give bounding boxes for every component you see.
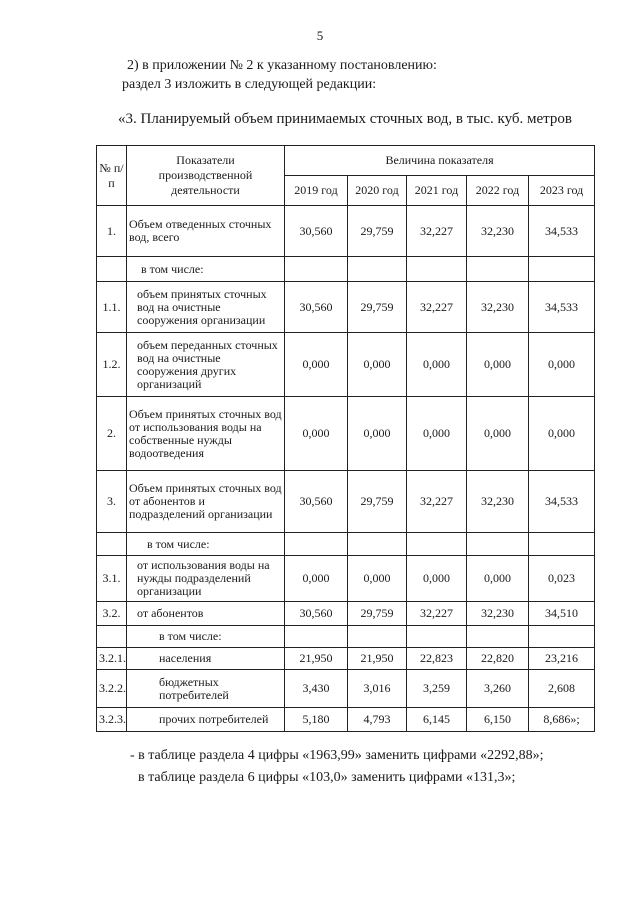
row-value: 30,560 <box>285 206 348 257</box>
row-value: 0,000 <box>467 333 529 397</box>
row-number: 3.1. <box>97 556 127 602</box>
row-value: 30,560 <box>285 471 348 533</box>
row-indicator: в том числе: <box>127 533 285 556</box>
row-number: 3.2.2. <box>97 670 127 708</box>
row-value: 34,510 <box>529 602 595 626</box>
row-value <box>467 533 529 556</box>
row-indicator: в том числе: <box>127 257 285 282</box>
row-value: 32,230 <box>467 206 529 257</box>
row-value: 0,000 <box>529 333 595 397</box>
row-value: 32,230 <box>467 471 529 533</box>
row-value: 0,023 <box>529 556 595 602</box>
row-number: 1. <box>97 206 127 257</box>
row-value <box>529 626 595 648</box>
row-indicator: от использования воды на нужды подразделений организации <box>127 556 285 602</box>
row-value: 32,227 <box>407 206 467 257</box>
table-row <box>97 397 595 471</box>
row-value: 5,180 <box>285 708 348 732</box>
row-value: 0,000 <box>529 397 595 471</box>
row-number: 2. <box>97 397 127 471</box>
row-indicator: Объем отведенных сточных вод, всего <box>127 206 285 257</box>
row-value: 3,016 <box>348 670 407 708</box>
row-value: 29,759 <box>348 471 407 533</box>
row-value: 0,000 <box>348 397 407 471</box>
row-number: 1.1. <box>97 282 127 333</box>
row-indicator: прочих потребителей <box>127 708 285 732</box>
row-value <box>348 626 407 648</box>
row-value <box>348 533 407 556</box>
table-row <box>97 333 595 397</box>
row-value: 4,793 <box>348 708 407 732</box>
row-value: 30,560 <box>285 602 348 626</box>
row-value: 21,950 <box>348 648 407 670</box>
row-number <box>97 257 127 282</box>
row-indicator: Объем принятых сточных вод от абонентов и подразделений организации <box>127 471 285 533</box>
footer-line-2: в таблице раздела 6 цифры «103,0» заменить цифрами «131,3»; <box>138 770 516 785</box>
row-value: 8,686»; <box>529 708 595 732</box>
table-row <box>97 471 595 533</box>
row-value: 34,533 <box>529 206 595 257</box>
row-value: 0,000 <box>285 333 348 397</box>
row-value: 3,430 <box>285 670 348 708</box>
row-number <box>97 533 127 556</box>
row-value: 34,533 <box>529 282 595 333</box>
row-number: 3.2.1. <box>97 648 127 670</box>
row-indicator: в том числе: <box>127 626 285 648</box>
row-value: 32,227 <box>407 471 467 533</box>
row-value: 23,216 <box>529 648 595 670</box>
header-year: 2019 год <box>285 176 348 206</box>
header-num: № п/п <box>97 146 127 206</box>
row-value: 29,759 <box>348 206 407 257</box>
row-indicator: от абонентов <box>127 602 285 626</box>
table-row <box>97 648 595 670</box>
row-value <box>529 257 595 282</box>
row-value <box>529 533 595 556</box>
row-value <box>407 257 467 282</box>
row-number: 1.2. <box>97 333 127 397</box>
wastewater-table <box>96 145 595 732</box>
row-value: 32,230 <box>467 602 529 626</box>
row-value <box>407 533 467 556</box>
header-year: 2022 год <box>467 176 529 206</box>
row-value: 2,608 <box>529 670 595 708</box>
row-value: 30,560 <box>285 282 348 333</box>
row-value <box>285 533 348 556</box>
table-row <box>97 282 595 333</box>
row-value: 3,259 <box>407 670 467 708</box>
table-row <box>97 206 595 257</box>
row-value <box>285 257 348 282</box>
row-value <box>348 257 407 282</box>
header-value-group: Величина показателя <box>285 146 595 176</box>
footer-text <box>130 745 544 789</box>
table-row <box>97 556 595 602</box>
row-number <box>97 626 127 648</box>
table-row <box>97 257 595 282</box>
row-value: 32,230 <box>467 282 529 333</box>
row-indicator: объем принятых сточных вод на очистные сооружения организации <box>127 282 285 333</box>
intro-line-2: раздел 3 изложить в следующей редакции: <box>122 77 377 92</box>
row-value: 22,820 <box>467 648 529 670</box>
row-value: 0,000 <box>407 333 467 397</box>
intro-line-1: 2) в приложении № 2 к указанному постановлению: <box>127 58 437 73</box>
row-value: 32,227 <box>407 602 467 626</box>
table-row <box>97 708 595 732</box>
row-value: 0,000 <box>285 556 348 602</box>
row-value: 29,759 <box>348 602 407 626</box>
header-indicator: Показатели производственной деятельности <box>127 146 285 206</box>
row-value: 0,000 <box>467 397 529 471</box>
row-value <box>407 626 467 648</box>
row-value: 22,823 <box>407 648 467 670</box>
row-value: 0,000 <box>285 397 348 471</box>
row-value: 0,000 <box>407 556 467 602</box>
row-indicator: населения <box>127 648 285 670</box>
row-indicator: бюджетных потребителей <box>127 670 285 708</box>
row-value: 0,000 <box>348 333 407 397</box>
table-row <box>97 670 595 708</box>
intro-text <box>122 56 437 94</box>
row-value: 0,000 <box>407 397 467 471</box>
row-value <box>467 257 529 282</box>
row-value <box>467 626 529 648</box>
table-row <box>97 626 595 648</box>
table-row <box>97 533 595 556</box>
row-value: 6,150 <box>467 708 529 732</box>
row-value: 29,759 <box>348 282 407 333</box>
row-number: 3.2.3. <box>97 708 127 732</box>
page-number: 5 <box>316 28 324 43</box>
row-value: 0,000 <box>467 556 529 602</box>
row-value: 6,145 <box>407 708 467 732</box>
footer-line-1: - в таблице раздела 4 цифры «1963,99» заменить цифрами «2292,88»; <box>130 748 544 763</box>
row-value: 21,950 <box>285 648 348 670</box>
row-value: 3,260 <box>467 670 529 708</box>
row-number: 3. <box>97 471 127 533</box>
row-value: 32,227 <box>407 282 467 333</box>
row-value: 0,000 <box>348 556 407 602</box>
row-indicator: объем переданных сточных вод на очистные сооружения других организаций <box>127 333 285 397</box>
header-year: 2023 год <box>529 176 595 206</box>
row-number: 3.2. <box>97 602 127 626</box>
row-indicator: Объем принятых сточных вод от использования воды на собственные нужды водоотведения <box>127 397 285 471</box>
row-value: 34,533 <box>529 471 595 533</box>
header-year: 2021 год <box>407 176 467 206</box>
section-heading: «3. Планируемый объем принимаемых сточных вод, в тыс. куб. метров <box>118 111 572 127</box>
header-year: 2020 год <box>348 176 407 206</box>
row-value <box>285 626 348 648</box>
table-row <box>97 602 595 626</box>
